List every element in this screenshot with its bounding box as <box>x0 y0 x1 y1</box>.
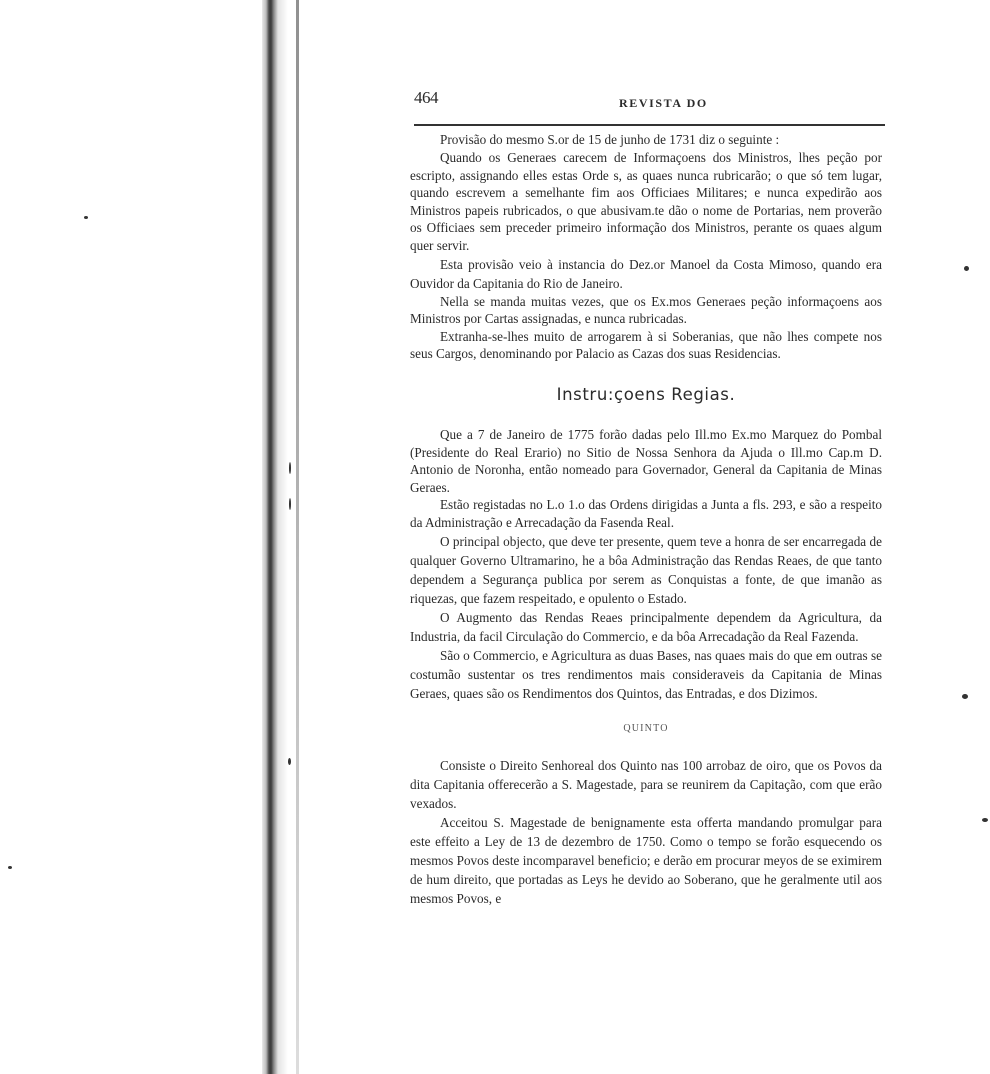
scan-speck <box>289 498 291 510</box>
paragraph: Estão registadas no L.o 1.o das Ordens dirigidas a Junta a fls. 293, e são a respeito da Administração e Arrecadação da Fasenda Real. <box>410 497 882 530</box>
scan-speck <box>982 818 988 822</box>
scan-speck <box>8 866 12 869</box>
page-number: 464 <box>414 88 438 107</box>
paragraph: Que a 7 de Janeiro de 1775 forão dadas pelo Ill.mo Ex.mo Marquez do Pombal (Presidente do Real Erario) no Sitio de Nossa Senhora da Ajuda o Ill.mo Cap.m D. Antonio de Noronha, então nomeado para Governador, General da Capitania de Minas Geraes. <box>410 426 882 495</box>
paragraph: Extranha-se-lhes muito de arrogarem à si Soberanias, que não lhes compete nos seus Cargos, denominando por Palacio as Cazas dos suas Residencias. <box>410 328 882 362</box>
subsection-title: QUINTO <box>623 722 669 734</box>
paragraph: Nella se manda muitas vezes, que os Ex.mos Generaes peção informaçoens aos Ministros por Cartas assignadas, e nunca rubricadas. <box>410 293 882 327</box>
paragraph: Provisão do mesmo S.or de 15 de junho de 1731 diz o seguinte : <box>440 132 780 147</box>
paragraph: O Augmento das Rendas Reaes principalmente dependem da Agricultura, da Industria, da facil Circulação do Commercio, e da bôa Arrecadação da Real Fazenda. <box>410 609 882 644</box>
running-head: REVISTA DO <box>619 96 708 110</box>
paragraph: Consiste o Direito Senhoreal dos Quinto nas 100 arrobaz de oiro, que os Povos da dita Capitania offerecerão a S. Magestade, para se reunirem da Capitação, com que erão vexados. <box>410 757 882 811</box>
paragraph: Quando os Generaes carecem de Informaçoens dos Ministros, lhes peção por escripto, assignando elles estas Orde s, as quaes nunca rubricarão; o que só tem lugar, quando escrevem a semelhante fim aos Officiaes Militares; e nunca expedirão aos Ministros papeis rubricados, o que abusivam.te dão o nome de Portarias, nem proverão os Officiaes sem preceder primeiro informação dos Ministros, perante os quaes algum quer servir. <box>410 150 882 253</box>
section-title: Instru:çoens Regias. <box>556 384 736 404</box>
gutter-shadow <box>296 0 299 1074</box>
page-body <box>410 130 882 908</box>
paragraph: São o Commercio, e Agricultura as duas Bases, nas quaes mais do que em outras se costumão sustentar os tres rendimentos mais consideraveis da Capitania de Minas Geraes, quaes são os Rendimentos dos Quintos, das Entradas, e dos Dizimos. <box>410 647 882 701</box>
scan-speck <box>288 758 291 765</box>
scan-speck <box>84 216 88 219</box>
paragraph: Esta provisão veio à instancia do Dez.or Manoel da Costa Mimoso, quando era Ouvidor da Capitania do Rio de Janeiro. <box>410 256 882 291</box>
book-gutter <box>262 0 288 1074</box>
page-header <box>414 88 885 128</box>
paragraph: Acceitou S. Magestade de benignamente esta offerta mandando promulgar para este effeito a Ley de 13 de dezembro de 1750. Como o tempo se forão esquecendo os mesmos Povos deste incomparavel beneficio; e derão em procurar meyos de se eximirem de hum direito, que portadas as Leys he devido ao Soberano, que he geralmente util aos mesmos Povos, e <box>410 814 882 906</box>
scan-speck <box>289 462 291 474</box>
scan-speck <box>964 266 969 271</box>
paragraph: O principal objecto, que deve ter presente, quem teve a honra de ser encarregada de qualquer Governo Ultramarino, he a bôa Administração das Rendas Reaes, de que tanto dependem a Segurança publica por serem as Conquistas a fonte, de que imanão as riquezas, que fazem respeitado, e opulento o Estado. <box>410 533 882 606</box>
header-rule <box>414 124 885 126</box>
scan-speck <box>962 694 968 699</box>
